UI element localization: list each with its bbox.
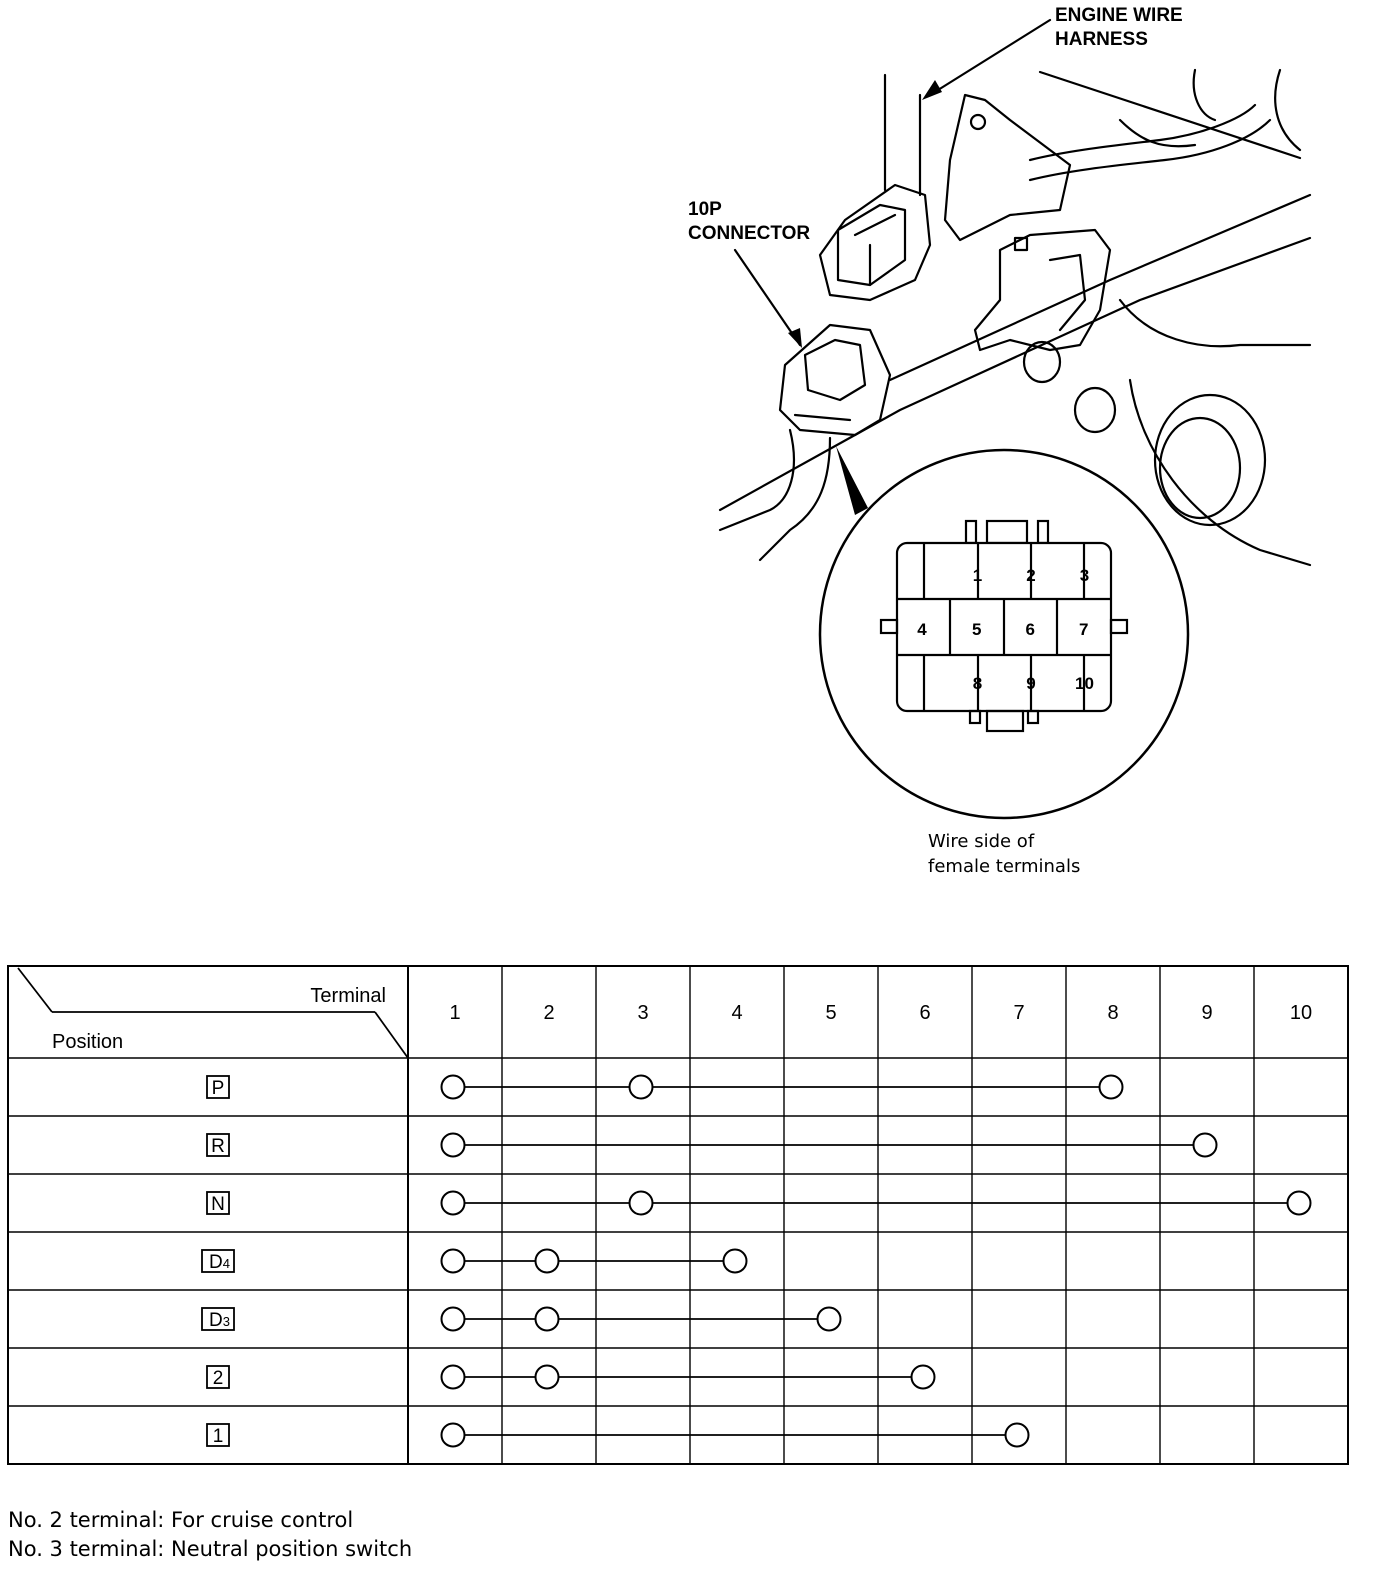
position-rows xyxy=(202,1076,1311,1448)
terminal-header-9: 9 xyxy=(1201,1002,1213,1024)
terminal-header-5: 5 xyxy=(825,1002,837,1024)
position-row xyxy=(202,1250,747,1274)
position-label: D3 xyxy=(209,1310,230,1331)
terminal-header-10: 10 xyxy=(1289,1002,1313,1024)
pin-number-5: 5 xyxy=(971,620,982,639)
terminal-header-1: 1 xyxy=(449,1002,461,1024)
footnotes xyxy=(8,1506,412,1564)
continuity-point-terminal-2 xyxy=(536,1366,559,1389)
footnote-terminal-2: No. 2 terminal: For cruise control xyxy=(8,1508,354,1532)
terminal-header-7: 7 xyxy=(1013,1002,1025,1024)
continuity-point-terminal-8 xyxy=(1100,1076,1123,1099)
continuity-point-terminal-1 xyxy=(442,1192,465,1215)
pin-number-9: 9 xyxy=(1026,674,1036,693)
position-row xyxy=(207,1424,1029,1448)
footnote-terminal-3: No. 3 terminal: Neutral position switch xyxy=(8,1537,413,1561)
pin-number-1: 1 xyxy=(972,566,983,585)
continuity-point-terminal-3 xyxy=(630,1192,653,1215)
terminal-header-3: 3 xyxy=(637,1002,649,1024)
position-label: D4 xyxy=(209,1252,230,1273)
connector-caption: Wire side of female terminals xyxy=(928,831,1081,877)
position-row xyxy=(207,1076,1123,1100)
pin-number-3: 3 xyxy=(1079,566,1090,585)
position-row xyxy=(202,1308,841,1332)
corner-terminal-label: Terminal xyxy=(310,985,386,1007)
continuity-point-terminal-7 xyxy=(1006,1424,1029,1447)
table-grid xyxy=(8,966,1348,1464)
position-row xyxy=(207,1134,1217,1158)
continuity-point-terminal-1 xyxy=(442,1134,465,1157)
continuity-point-terminal-3 xyxy=(630,1076,653,1099)
corner-position-label: Position xyxy=(52,1031,124,1053)
position-label: N xyxy=(211,1194,225,1215)
terminal-header-6: 6 xyxy=(919,1002,931,1024)
pin-number-8: 8 xyxy=(972,674,983,693)
pin-number-10: 10 xyxy=(1075,674,1094,693)
continuity-point-terminal-5 xyxy=(818,1308,841,1331)
position-label: R xyxy=(211,1136,225,1157)
continuity-point-terminal-9 xyxy=(1194,1134,1217,1157)
continuity-point-terminal-1 xyxy=(442,1076,465,1099)
terminal-header-4: 4 xyxy=(731,1002,743,1024)
pin-number-7: 7 xyxy=(1078,620,1089,639)
pin-number-6: 6 xyxy=(1025,620,1035,639)
position-label: P xyxy=(211,1078,225,1099)
terminal-header-8: 8 xyxy=(1107,1002,1119,1024)
continuity-point-terminal-10 xyxy=(1288,1192,1311,1215)
position-row xyxy=(207,1366,935,1390)
connector-callout: 10P CONNECTOR xyxy=(688,199,811,244)
terminal-header-2: 2 xyxy=(543,1002,555,1024)
continuity-point-terminal-4 xyxy=(724,1250,747,1273)
continuity-point-terminal-6 xyxy=(912,1366,935,1389)
continuity-point-terminal-1 xyxy=(442,1424,465,1447)
continuity-point-terminal-1 xyxy=(442,1308,465,1331)
position-label: 1 xyxy=(212,1426,224,1447)
pin-number-4: 4 xyxy=(917,620,927,639)
corner-diagonal xyxy=(375,1012,408,1058)
pin-number-2: 2 xyxy=(1026,566,1036,585)
continuity-point-terminal-1 xyxy=(442,1366,465,1389)
terminal-headers xyxy=(449,1002,1312,1024)
corner-diagonal xyxy=(18,968,52,1012)
harness-callout: ENGINE WIRE HARNESS xyxy=(1055,5,1183,50)
table-border xyxy=(8,966,1348,1464)
position-label: 2 xyxy=(212,1368,224,1389)
continuity-point-terminal-1 xyxy=(442,1250,465,1273)
continuity-point-terminal-2 xyxy=(536,1308,559,1331)
continuity-point-terminal-2 xyxy=(536,1250,559,1273)
position-row xyxy=(207,1192,1311,1216)
